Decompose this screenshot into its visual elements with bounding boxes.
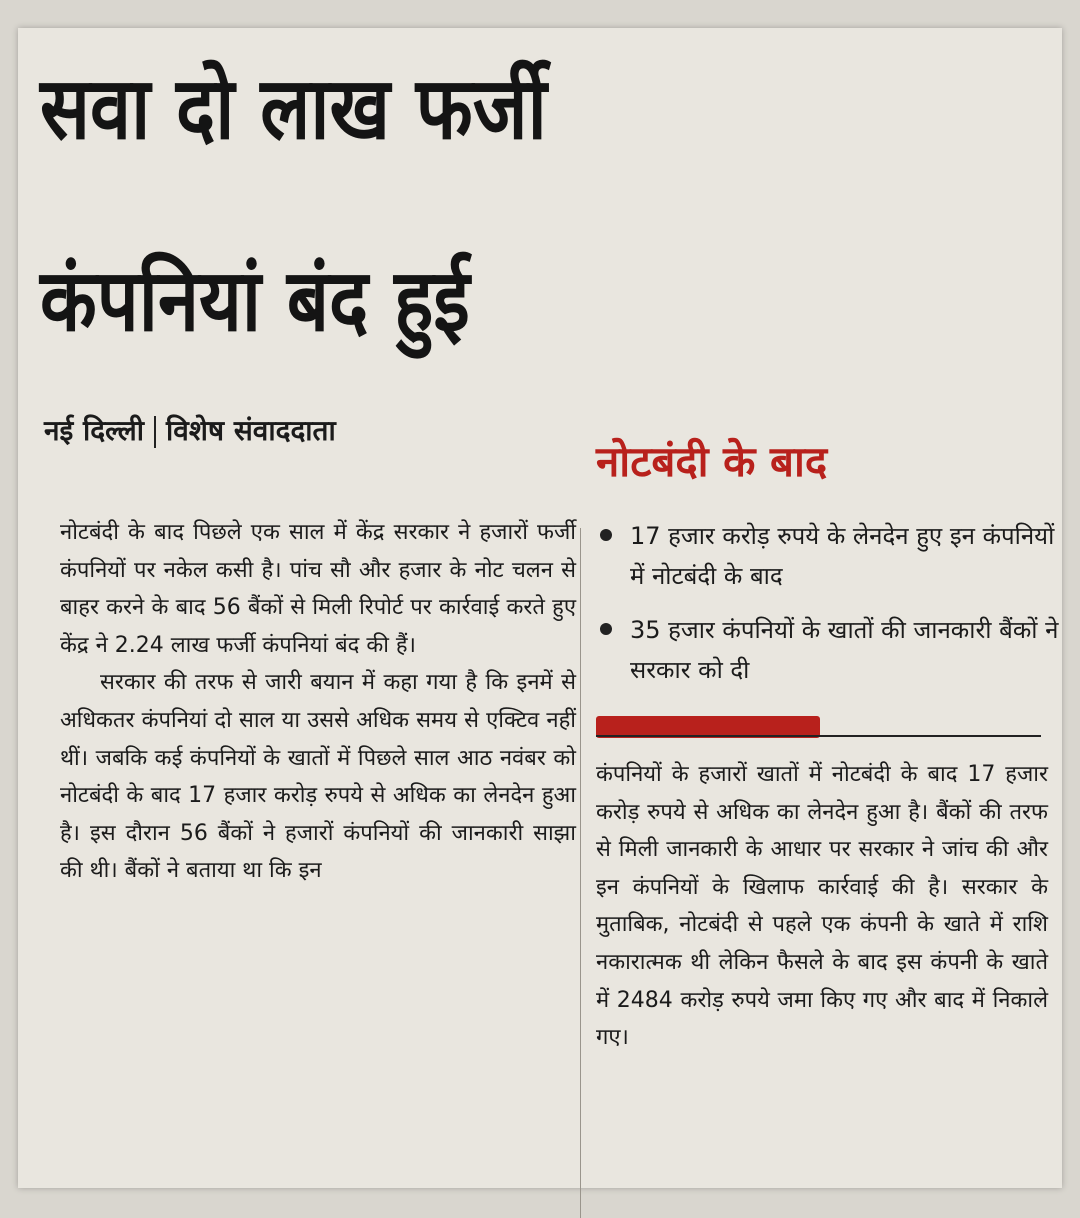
bullet-dot-icon bbox=[600, 529, 612, 541]
article-paragraph-2: सरकार की तरफ से जारी बयान में कहा गया है कि इनमें से अधिकतर कंपनियां दो साल या उससे अधिक समय से एक्टिव नहीं थीं। जबकि कई कंपनियों के खातों में पिछले साल आठ नवंबर को नोटबंदी के बाद 17 हजार करोड़ रुपये से अधिक का लेनदेन हुआ है। इस दौरान 56 बैंकों ने हजारों कंपनियों की जानकारी साझा की थी। बैंकों ने बताया था कि इन bbox=[60, 670, 576, 884]
headline-line-1: सवा दो लाख फर्जी bbox=[40, 59, 547, 159]
article-right-column bbox=[596, 756, 1048, 1057]
sidebar-bullet-item bbox=[590, 516, 1060, 596]
byline bbox=[44, 411, 336, 449]
sidebar-bullet-text: 17 हजार करोड़ रुपये के लेनदेन हुए इन कंपनियों में नोटबंदी के बाद bbox=[630, 522, 1055, 590]
byline-separator bbox=[154, 416, 156, 448]
sidebar-bullet-list bbox=[590, 516, 1060, 704]
article-paragraph-3: कंपनियों के हजारों खातों में नोटबंदी के बाद 17 हजार करोड़ रुपये से अधिक का लेनदेन हुआ है। बैंकों की तरफ से मिली जानकारी के आधार पर सरकार ने जांच की और इन कंपनियों के खिलाफ कार्रवाई की है। सरकार के मुताबिक, नोटबंदी से पहले एक कंपनी के खाते में राशि नकारात्मक थी लेकिन फैसले के बाद इस कंपनी के खाते में 2484 करोड़ रुपये जमा किए गए और बाद में निकाले गए। bbox=[596, 762, 1048, 1051]
column-divider bbox=[580, 528, 581, 1218]
byline-author: विशेष संवाददाता bbox=[166, 414, 336, 447]
sidebar-bullet-text: 35 हजार कंपनियों के खातों की जानकारी बैंकों ने सरकार को दी bbox=[630, 616, 1059, 684]
section-rule bbox=[596, 735, 1041, 737]
byline-location: नई दिल्ली bbox=[44, 414, 145, 447]
sidebar-box-title: नोटबंदी के बाद bbox=[596, 437, 828, 486]
sidebar-bullet-item bbox=[590, 610, 1060, 690]
article-paragraph-1: नोटबंदी के बाद पिछले एक साल में केंद्र सरकार ने हजारों फर्जी कंपनियों पर नकेल कसी है। पांच सौ और हजार के नोट चलन से बाहर करने के बाद 56 बैंकों से मिली रिपोर्ट पर कार्रवाई करते हुए केंद्र ने 2.24 लाख फर्जी कंपनियां बंद की हैं। bbox=[60, 520, 576, 658]
bullet-dot-icon bbox=[600, 623, 612, 635]
headline-line-2: कंपनियां बंद हुई bbox=[40, 251, 470, 351]
newspaper-clipping bbox=[18, 28, 1062, 1188]
article-left-column bbox=[60, 514, 576, 890]
